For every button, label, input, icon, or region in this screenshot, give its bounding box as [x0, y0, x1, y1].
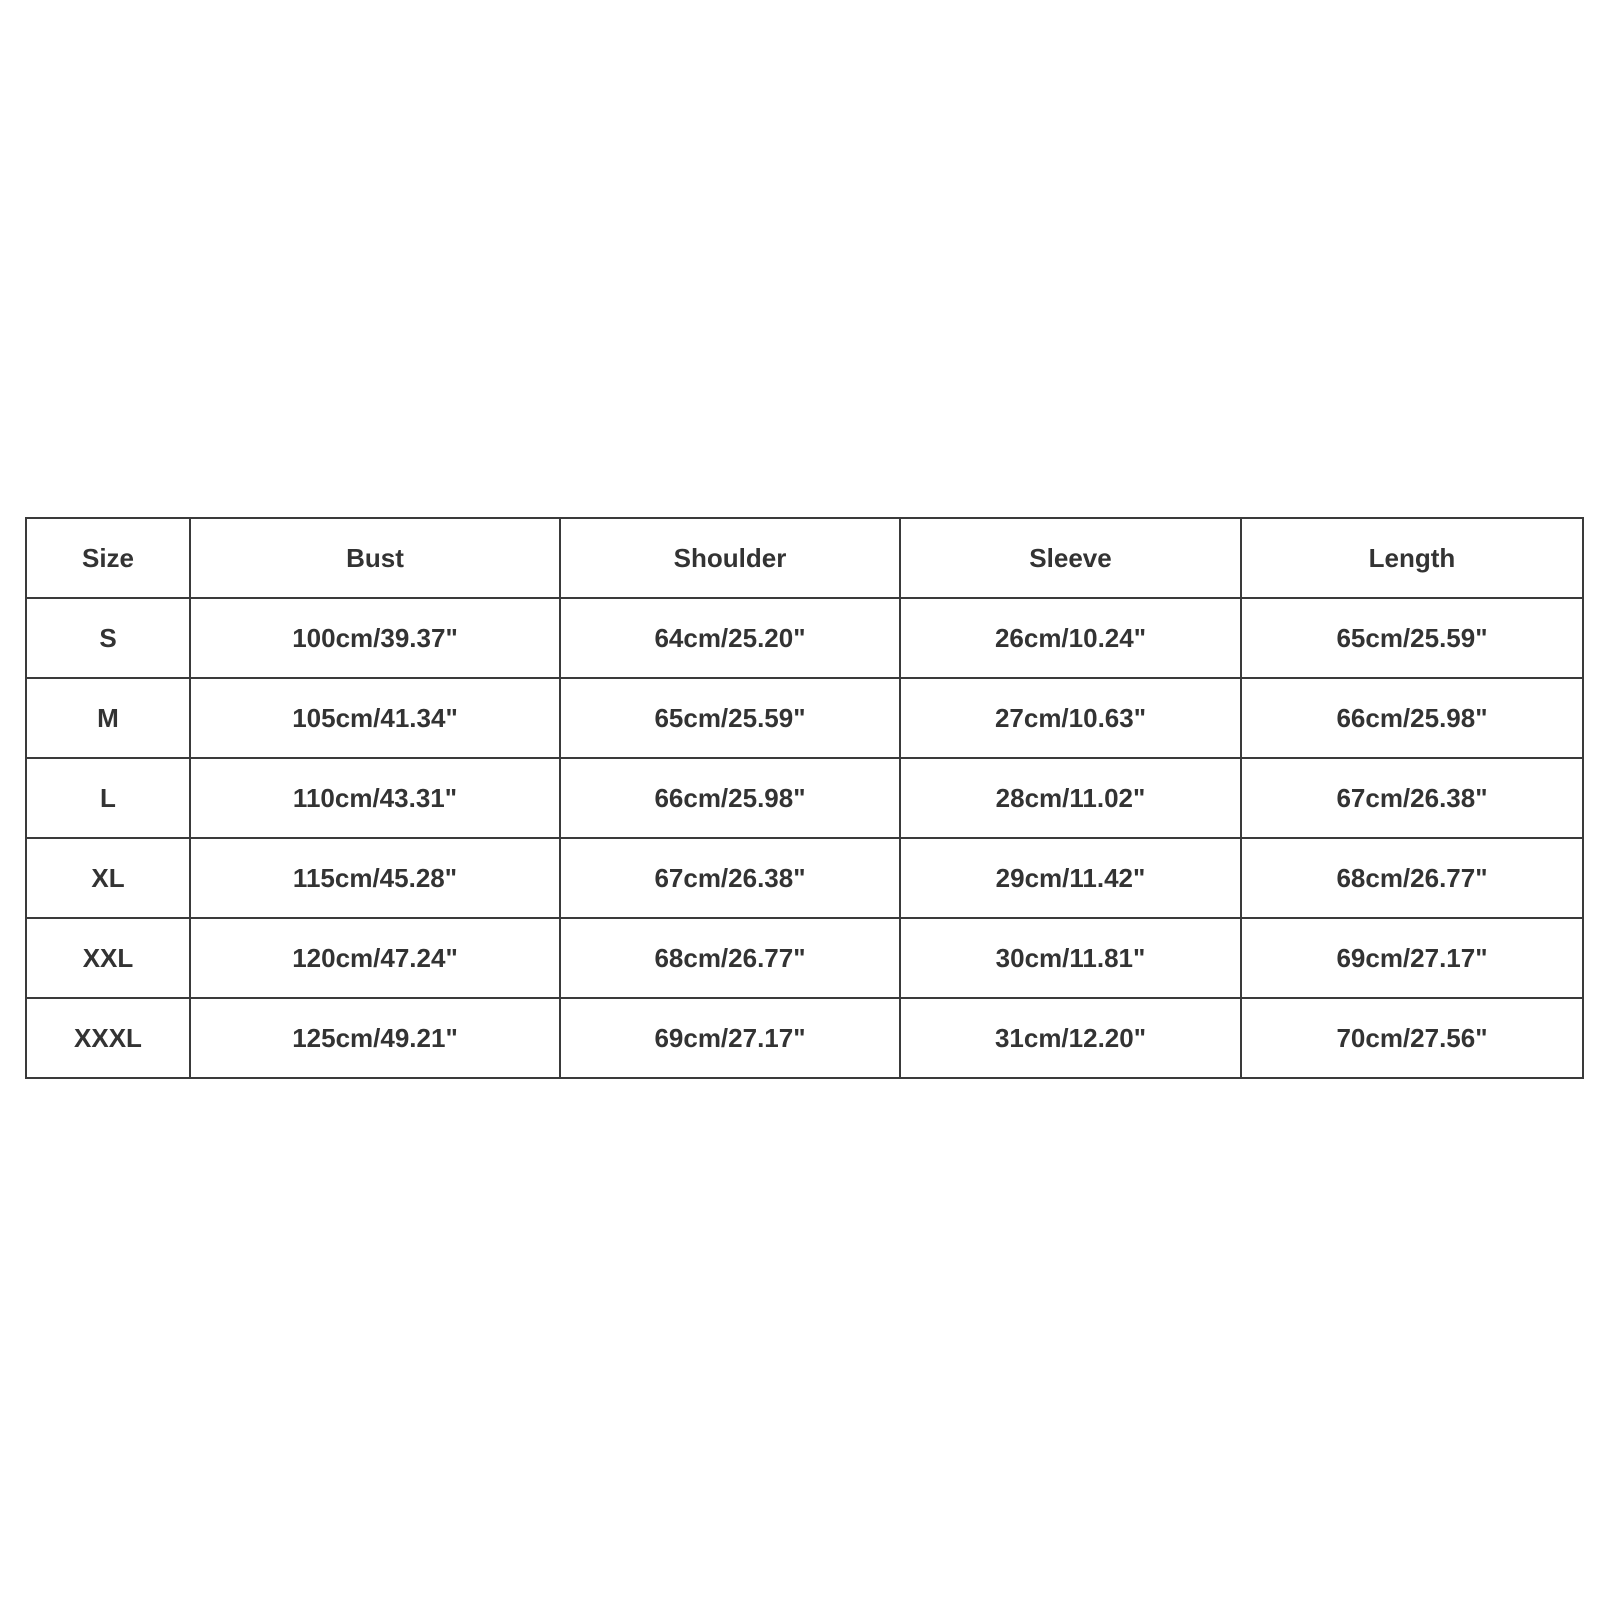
- header-shoulder: Shoulder: [560, 518, 900, 598]
- header-sleeve: Sleeve: [900, 518, 1241, 598]
- header-length: Length: [1241, 518, 1583, 598]
- cell-length: 70cm/27.56": [1241, 998, 1583, 1078]
- cell-shoulder: 66cm/25.98": [560, 758, 900, 838]
- cell-length: 67cm/26.38": [1241, 758, 1583, 838]
- cell-length: 69cm/27.17": [1241, 918, 1583, 998]
- cell-bust: 125cm/49.21": [190, 998, 560, 1078]
- cell-bust: 100cm/39.37": [190, 598, 560, 678]
- cell-sleeve: 28cm/11.02": [900, 758, 1241, 838]
- cell-bust: 110cm/43.31": [190, 758, 560, 838]
- cell-size: XXXL: [26, 998, 190, 1078]
- cell-shoulder: 67cm/26.38": [560, 838, 900, 918]
- header-bust: Bust: [190, 518, 560, 598]
- cell-length: 66cm/25.98": [1241, 678, 1583, 758]
- cell-shoulder: 64cm/25.20": [560, 598, 900, 678]
- table-row: [26, 598, 1583, 678]
- cell-size: XXL: [26, 918, 190, 998]
- header-size: Size: [26, 518, 190, 598]
- cell-bust: 105cm/41.34": [190, 678, 560, 758]
- cell-sleeve: 27cm/10.63": [900, 678, 1241, 758]
- cell-shoulder: 65cm/25.59": [560, 678, 900, 758]
- table-row: [26, 918, 1583, 998]
- cell-length: 68cm/26.77": [1241, 838, 1583, 918]
- cell-shoulder: 69cm/27.17": [560, 998, 900, 1078]
- cell-size: M: [26, 678, 190, 758]
- cell-bust: 120cm/47.24": [190, 918, 560, 998]
- size-chart-table: [25, 517, 1584, 1079]
- cell-sleeve: 31cm/12.20": [900, 998, 1241, 1078]
- table-row: [26, 998, 1583, 1078]
- table-row: [26, 758, 1583, 838]
- cell-bust: 115cm/45.28": [190, 838, 560, 918]
- table-row: [26, 678, 1583, 758]
- cell-size: L: [26, 758, 190, 838]
- cell-size: XL: [26, 838, 190, 918]
- cell-sleeve: 30cm/11.81": [900, 918, 1241, 998]
- table-header-row: [26, 518, 1583, 598]
- table-row: [26, 838, 1583, 918]
- cell-sleeve: 26cm/10.24": [900, 598, 1241, 678]
- cell-length: 65cm/25.59": [1241, 598, 1583, 678]
- cell-shoulder: 68cm/26.77": [560, 918, 900, 998]
- cell-size: S: [26, 598, 190, 678]
- cell-sleeve: 29cm/11.42": [900, 838, 1241, 918]
